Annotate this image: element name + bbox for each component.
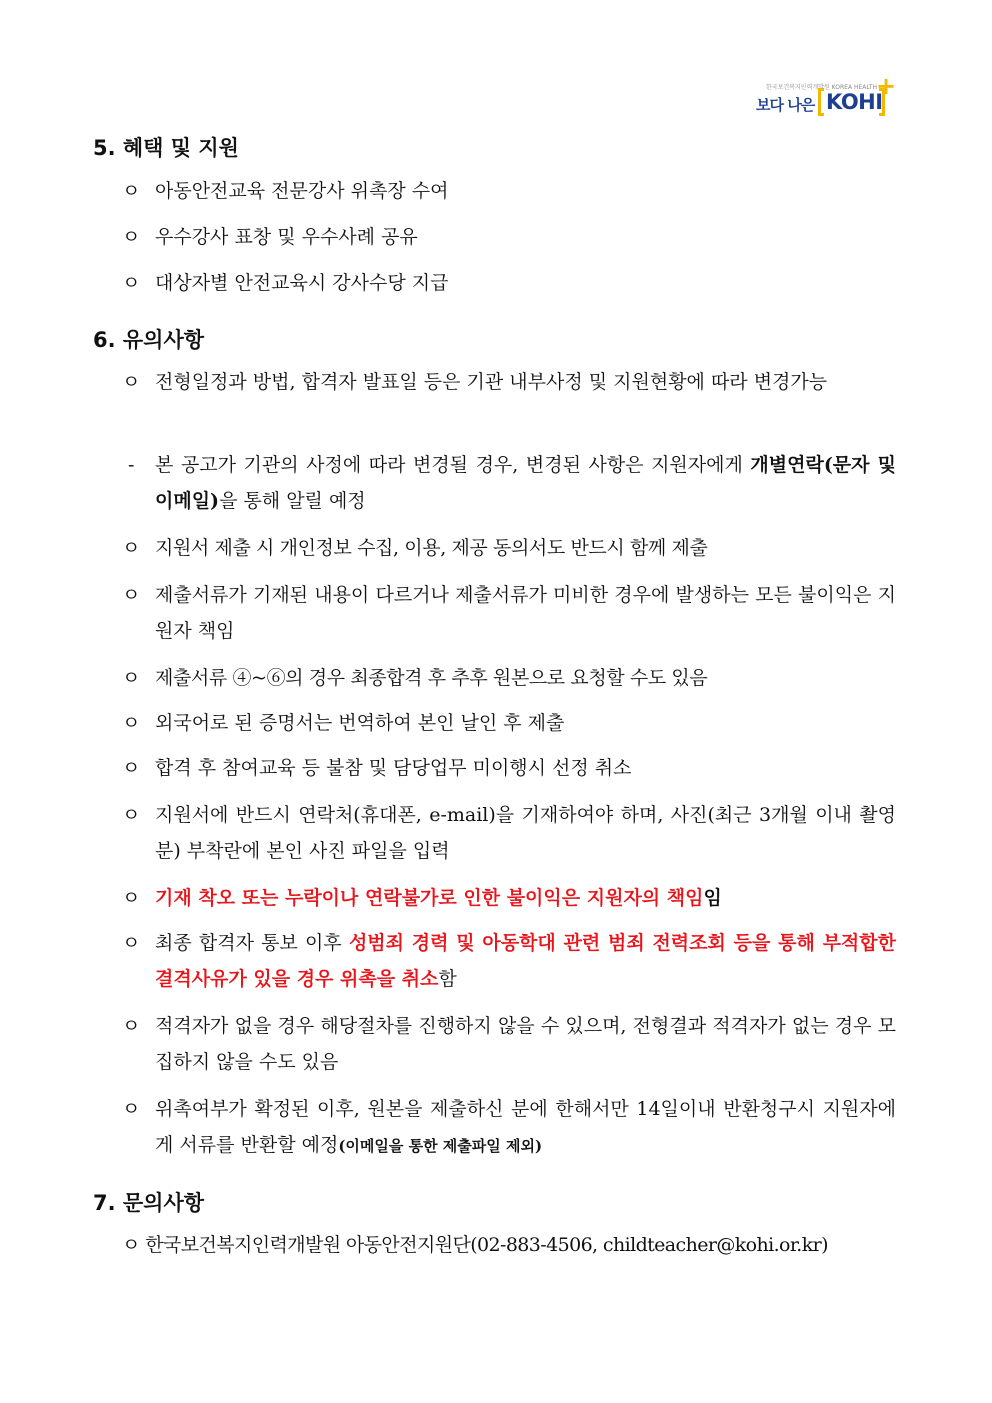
list-item [122, 660, 896, 696]
list-item [122, 577, 896, 649]
item-text: 지원서에 반드시 연락처(휴대폰, e-mail)을 기재하여야 하며, 사진(최근 3개월 이내 촬영분) 부착란에 본인 사진 파일을 입력 [155, 804, 896, 862]
list-item [122, 219, 896, 255]
section5-title: 5. 혜택 및 지원 [93, 136, 239, 160]
bullet: ㅇ [122, 804, 141, 826]
bullet: ㅇ [122, 226, 141, 248]
emphasis-text: 개별연락(문자 및 이메일) [155, 454, 896, 512]
logo-bracket-left [818, 88, 824, 116]
list-item [122, 265, 896, 301]
item-text [155, 447, 896, 519]
logo-tagline: 보다 나은 [756, 96, 815, 114]
bullet: ㅇ [122, 584, 141, 606]
list-item [122, 364, 896, 400]
list-item [122, 750, 896, 786]
list-item [122, 705, 896, 741]
logo-brand: KOHI [826, 90, 883, 114]
kohi-logo [752, 72, 897, 126]
red-emphasis-text: 기재 착오 또는 누락이나 연락불가로 인한 불이익은 지원자의 책임 [155, 887, 704, 909]
list-item [122, 1091, 896, 1164]
contact-info: ㅇ 한국보건복지인력개발원 아동안전지원단(02-883-4506, childteacher@kohi.or.kr) [122, 1234, 828, 1256]
item-text [155, 1091, 896, 1164]
bullet: ㅇ [122, 667, 141, 689]
list-item [122, 797, 896, 869]
logo-tiny-text: 한국보건복지인력개발원 KOREA HEALTH [766, 84, 878, 91]
text-part: 함 [438, 968, 457, 990]
bullet: ㅇ [122, 712, 141, 734]
item-text: 대상자별 안전교육시 강사수당 지급 [155, 272, 449, 294]
item-text: 제출서류가 기재된 내용이 다르거나 제출서류가 미비한 경우에 발생하는 모든 불이익은 지원자 책임 [155, 584, 896, 642]
item-text: 지원서 제출 시 개인정보 수집, 이용, 제공 동의서도 반드시 함께 제출 [155, 537, 708, 559]
item-text: 외국어로 된 증명서는 번역하여 본인 날인 후 제출 [155, 712, 565, 734]
bullet: ㅇ [122, 757, 141, 779]
item-text: 아동안전교육 전문강사 위촉장 수여 [155, 180, 449, 202]
item-text [155, 880, 896, 916]
list-item [122, 530, 896, 566]
text-part: 을 통해 알릴 예정 [219, 490, 366, 512]
list-item [122, 447, 896, 519]
list-item [122, 1008, 896, 1080]
section7-title: 7. 문의사항 [93, 1191, 205, 1215]
text-part: 본 공고가 기관의 사정에 따라 변경될 경우, 변경된 사항은 지원자에게 [155, 454, 751, 476]
item-text: 적격자가 없을 경우 해당절차를 진행하지 않을 수 있으며, 전형결과 적격자가 없는 경우 모집하지 않을 수도 있음 [155, 1015, 896, 1073]
small-bold-text: (이메일을 통한 제출파일 제외) [338, 1137, 543, 1155]
list-item [122, 173, 896, 209]
section6-title: 6. 유의사항 [93, 328, 205, 352]
dash: - [128, 454, 135, 476]
bullet: ㅇ [122, 272, 141, 294]
bullet: ㅇ [122, 887, 141, 909]
list-item [122, 925, 896, 997]
bullet: ㅇ [122, 1098, 141, 1120]
bullet: ㅇ [122, 371, 141, 393]
item-text: 우수강사 표창 및 우수사례 공유 [155, 226, 418, 248]
bullet: ㅇ [122, 1015, 141, 1037]
list-item [122, 880, 896, 916]
item-text: 전형일정과 방법, 합격자 발표일 등은 기관 내부사정 및 지원현황에 따라 변경가능 [155, 371, 828, 393]
item-text [155, 925, 896, 997]
logo-plus: + [876, 72, 897, 100]
text-part: 위촉여부가 확정된 이후, 원본을 제출하신 분에 한해서만 14일이내 반환청구시 지원자에게 서류를 반환할 예정 [155, 1098, 896, 1156]
bullet: ㅇ [122, 932, 141, 954]
text-part: 최종 합격자 통보 이후 [155, 932, 349, 954]
item-text: 제출서류 ④~⑥의 경우 최종합격 후 추후 원본으로 요청할 수도 있음 [155, 667, 708, 689]
bullet: ㅇ [122, 180, 141, 202]
bullet: ㅇ [122, 537, 141, 559]
text-part: 임 [703, 887, 722, 909]
red-emphasis-text: 성범죄 경력 및 아동학대 관련 범죄 전력조회 등을 통해 부적합한 결격사유가 있을 경우 위촉을 취소 [155, 932, 896, 990]
item-text: 합격 후 참여교육 등 불참 및 담당업무 미이행시 선정 취소 [155, 757, 632, 779]
